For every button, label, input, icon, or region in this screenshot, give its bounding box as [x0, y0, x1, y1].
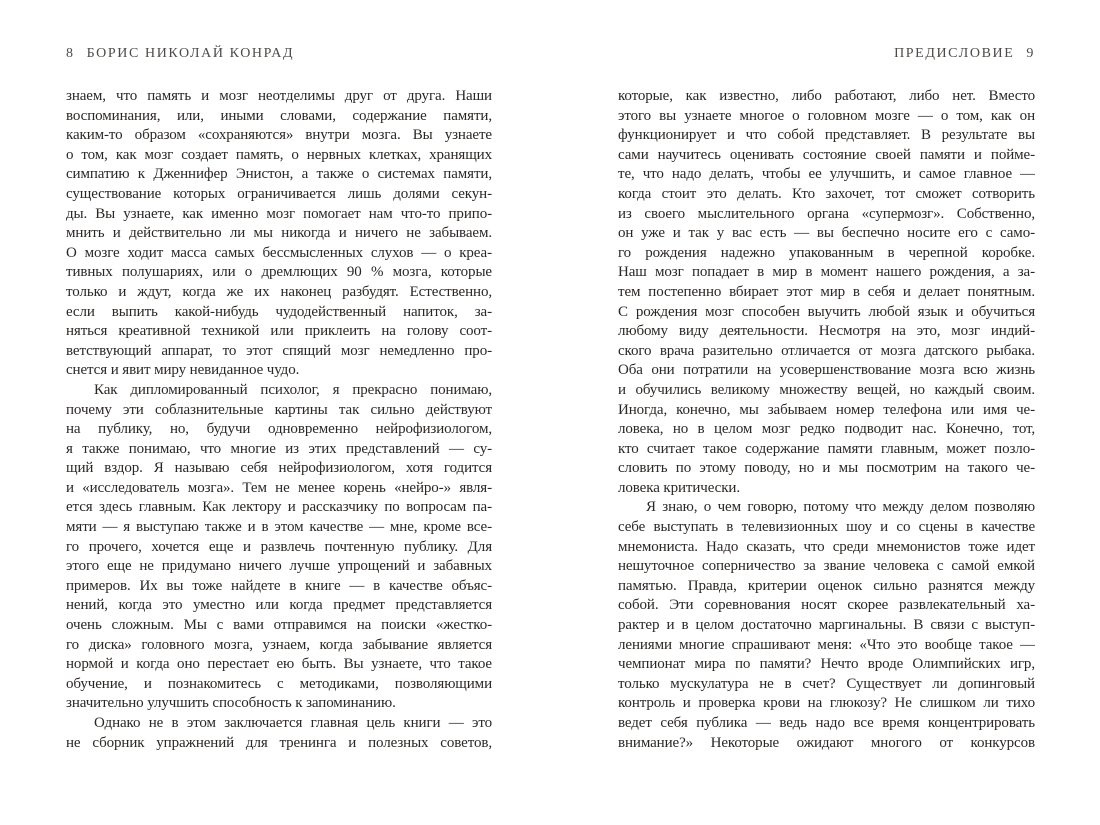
text-line: снется и явит миру невиданное чудо.: [66, 362, 300, 379]
text-line: нений, когда это уместно или когда предмет представляется: [66, 597, 492, 614]
text-line: мнить и действительно ли мы никогда и ничего не забываем.: [66, 225, 492, 242]
text-line: ды. Вы узнаете, как именно мозг помогает нам что-то припо-: [66, 205, 492, 222]
text-line: почему эти соблазнительные картины так сильно действуют: [66, 401, 492, 418]
text-line: ветствующий аппарат, то этот спящий мозг немедленно про-: [66, 342, 492, 359]
left-page-text: [66, 87, 492, 753]
text-line: С рождения мозг способен выучить любой язык и обучиться: [618, 303, 1035, 320]
text-line: нормой и когда оно перестает ею быть. Вы узнаете, что такое: [66, 656, 492, 673]
text-line: мнемониста. Надо сказать, что среди мнемонистов тоже идет: [618, 538, 1035, 555]
text-line: обучение, и познакомитесь с методиками, позволяющими: [66, 675, 492, 692]
text-line: этого вы узнаете многое о головном мозге — о том, как он: [618, 107, 1035, 124]
left-running-title: БОРИС НИКОЛАЙ КОНРАД: [86, 46, 295, 61]
text-line: нешуточное соперничество за звание человека с самой емкой: [618, 558, 1035, 575]
text-line: О мозге ходит масса самых бессмысленных слухов — о креа-: [66, 244, 492, 261]
text-line: ловека критически.: [618, 479, 741, 496]
text-line: тивных полушариях, или о дремлющих 90 % мозга, которые: [66, 264, 492, 281]
text-line: которые, как известно, либо работают, либо нет. Вместо: [618, 88, 1035, 104]
text-line: кто считает такое содержание памяти главным, может позло-: [618, 440, 1035, 457]
paragraph: [66, 381, 492, 714]
right-page-number: 9: [1026, 46, 1035, 61]
text-line: го диска» головного мозга, узнаем, когда забывание является: [66, 636, 492, 653]
text-line: щий вздор. Я называю себя нейрофизиологом, хотя годится: [66, 460, 492, 477]
text-line: и обучились великому множеству вещей, но каждый своим.: [618, 381, 1035, 398]
text-line: словить по этому поводу, но и мы посмотрим на такого че-: [618, 460, 1035, 477]
text-line: я также понимаю, что многие из этих представлений — су-: [66, 440, 492, 457]
text-line: го прочего, хочется еще и развлечь почтенную публику. Для: [66, 538, 492, 555]
text-line: если выпить какой-нибудь чудодейственный напиток, за-: [66, 303, 492, 320]
text-line: Иногда, конечно, мы забываем номер телефона или имя че-: [618, 401, 1035, 418]
text-line: ведет себя публика — ведь надо все время концентрировать: [618, 715, 1035, 731]
right-page: [618, 0, 1035, 825]
right-page-text: [618, 87, 1035, 753]
text-line: симпатию к Дженнифер Энистон, а также о системах памяти,: [66, 166, 492, 183]
right-running-title: ПРЕДИСЛОВИЕ: [894, 46, 1015, 61]
text-line: о том, как мозг создает память, о нервных клетках, хранящих: [66, 146, 492, 163]
paragraph: [66, 714, 492, 753]
text-line: очень сложным. Мы с вами отправимся на поиски «жестко-: [66, 617, 492, 634]
text-line: собой. Эти соревнования носят скорее развлекательный ха-: [618, 597, 1035, 614]
text-line: существование которых ограничивается лишь долями секун-: [66, 185, 492, 202]
text-line: только мускулатура не в счет? Существует ли допинговый: [618, 675, 1035, 692]
paragraph: [618, 498, 1035, 753]
text-line: ловека, но в целом мозг редко подводит нас. Конечно, тот,: [618, 421, 1035, 438]
text-line: сами научитесь оценивать состояние своей памяти и пойме-: [618, 146, 1035, 163]
text-line: контроль и проверка крови на глюкозу? Не слишком ли тихо: [618, 695, 1035, 712]
right-running-head: [618, 46, 1035, 62]
text-line: на публику, но, будучи одновременно нейрофизиологом,: [66, 421, 492, 438]
text-line: Однако не в этом заключается главная цель книги — это: [94, 715, 492, 731]
text-line: примеров. Их вы тоже найдете в книге — в качестве объяс-: [66, 577, 492, 594]
text-line: памятью. Правда, критерии оценок сильно разнятся между: [618, 577, 1035, 594]
text-line: функционирует и что собой представляет. В результате вы: [618, 127, 1035, 144]
paragraph: [618, 87, 1035, 498]
left-page: [66, 0, 492, 825]
text-line: значительно улучшить способность к запоминанию.: [66, 695, 396, 712]
text-line: Наш мозг попадает в мир в момент нашего рождения, а за-: [618, 264, 1035, 281]
paragraph: [66, 87, 492, 381]
text-line: себе выступать в телевизионных шоу и со сцены в качестве: [618, 519, 1035, 536]
left-page-number: 8: [66, 46, 75, 61]
text-line: из своего мыслительного органа «супермозг». Собственно,: [618, 205, 1035, 222]
text-line: тем постепенно вбирает этот мир в себя и делает понятным.: [618, 283, 1035, 300]
text-line: и «исследователь мозга». Тем не менее корень «нейро-» явля-: [66, 479, 492, 496]
text-line: когда стоит это делать. Кто захочет, тот сможет сотворить: [618, 185, 1035, 202]
text-line: го рождения надежно упакованным в черепной коробке.: [618, 244, 1035, 261]
text-line: те, что надо делать, чтобы ее улучшить, и самое главное —: [618, 166, 1035, 183]
text-line: мяти — я выступаю также и в этом качестве — мне, кроме все-: [66, 519, 492, 536]
text-line: ского врача разительно отличается от мозга датского рыбака.: [618, 342, 1035, 359]
text-line: лениями многие спрашивают меня: «Что это вообще такое —: [618, 636, 1035, 653]
text-line: любому виду деятельности. Несмотря на это, мозг индий-: [618, 323, 1035, 340]
text-line: внимание?» Некоторые ожидают многого от конкурсов: [618, 734, 1035, 751]
text-line: этого еще не придумано ничего лучше упрощений и забавных: [66, 558, 492, 575]
text-line: чемпионат мира по памяти? Нечто вроде Олимпийских игр,: [618, 656, 1035, 673]
text-line: знаем, что память и мозг неотделимы друг от друга. Наши: [66, 88, 492, 104]
text-line: Я знаю, о чем говорю, потому что между делом позволяю: [646, 499, 1035, 516]
text-line: только и ждут, когда же их наконец разбудят. Естественно,: [66, 283, 492, 300]
text-line: он уже и так у вас есть — вы беспечно носите его с само-: [618, 225, 1035, 242]
text-line: не сборник упражнений для тренинга и полезных советов,: [66, 734, 492, 751]
text-line: няться креативной техникой или приклеить на голову соот-: [66, 323, 492, 340]
left-running-head: [66, 46, 492, 62]
text-line: каким-то образом «сохраняются» внутри мозга. Вы узнаете: [66, 127, 492, 144]
text-line: воспоминания, или, иными словами, содержание памяти,: [66, 107, 492, 124]
text-line: Как дипломированный психолог, я прекрасно понимаю,: [94, 381, 492, 398]
text-line: рактер и в целом достаточно маргинальны. В связи с выступ-: [618, 617, 1035, 634]
text-line: ется здесь главным. Как лектору и рассказчику по вопросам па-: [66, 499, 492, 516]
text-line: Оба они потратили на усовершенствование мозга всю жизнь: [618, 362, 1035, 379]
